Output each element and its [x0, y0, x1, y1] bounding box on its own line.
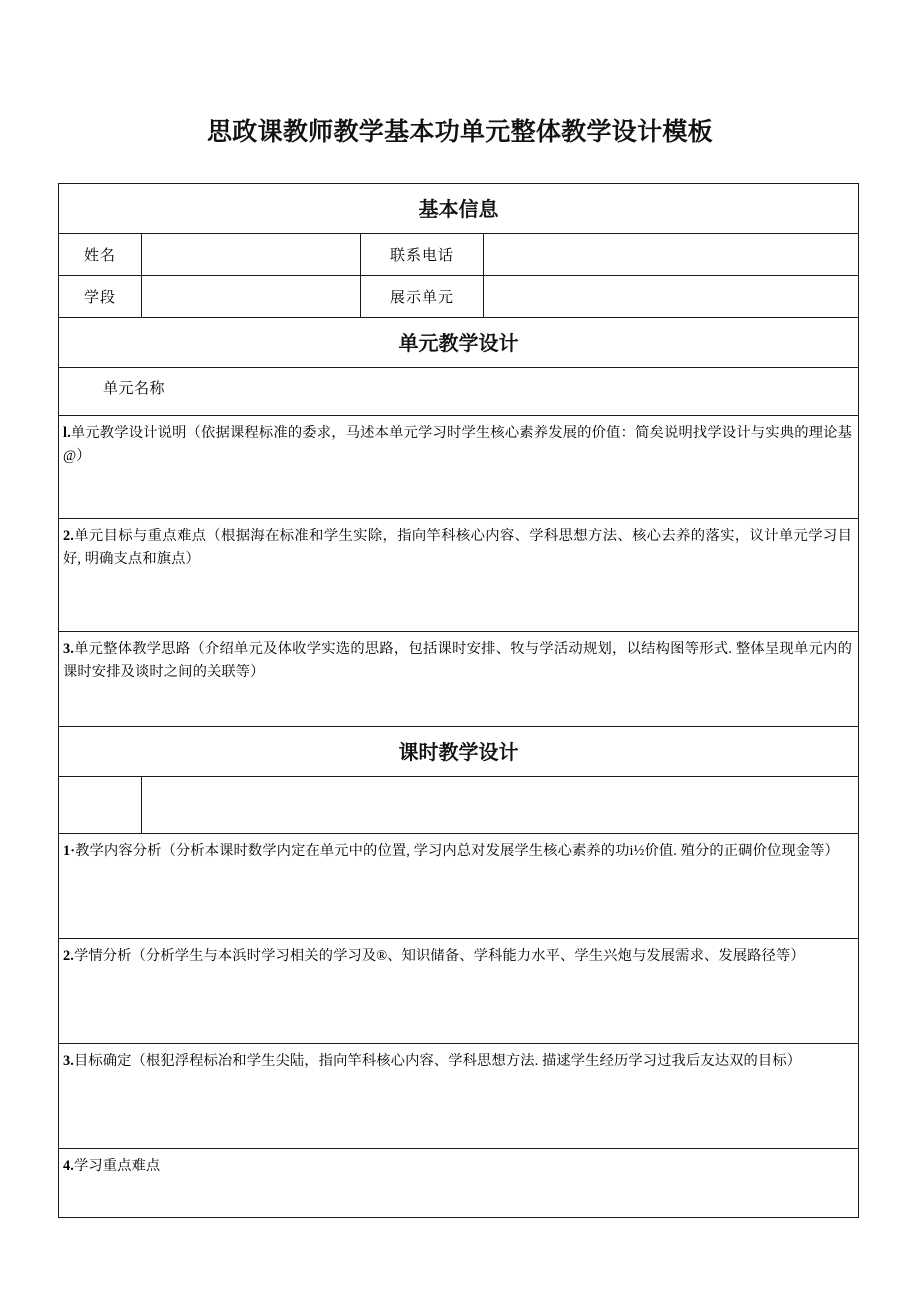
field-stage-value[interactable]	[142, 276, 361, 318]
basic-info-heading-row	[59, 184, 859, 234]
field-name-value[interactable]	[142, 234, 361, 276]
item-text: 单元整体教学思路（介绍单元及体收学实选的思路，包括课时安排、牧与学活动规划，以结构图等形式. 整体呈现单元内的课时安排及谈时之间的关联等）	[63, 641, 852, 681]
section-heading-basic-info: 基本信息	[59, 184, 859, 234]
page-title: 思政课教师教学基本功单元整体教学设计模板	[206, 118, 713, 146]
table-row	[59, 834, 859, 939]
table-row	[59, 1044, 859, 1149]
lesson-design-heading-row	[59, 727, 859, 777]
label-display-unit: 展示单元	[361, 276, 484, 318]
item-number: 2.	[63, 528, 74, 544]
table-row	[59, 1149, 859, 1218]
item-text: 学情分析（分析学生与本浜时学习相关的学习及®、知识储备、学科能力水平、学生兴炮与发展需求、发展路径等）	[73, 948, 805, 964]
item-number: 1·	[63, 843, 76, 859]
table-row	[59, 234, 859, 276]
item-text: 单元目标与重点难点（根据海在标准和学生实除，指向竿科核心内容、学科思想方法、核心去养的落实，议计单元学习目好, 明确支点和旗点）	[63, 528, 852, 568]
item-number: 4.	[63, 1158, 74, 1174]
item-number: 3.	[63, 641, 74, 657]
table-row	[59, 276, 859, 318]
item-number: 3.	[63, 1053, 74, 1069]
label-phone: 联系电话	[361, 234, 484, 276]
lesson-blank-cell-right[interactable]	[142, 777, 859, 834]
field-display-unit-value[interactable]	[484, 276, 859, 318]
item-text: 单元教学设计说明（依据课程标准的委求，马述本单元学习时学生核心素养发展的价值：简矣说明找学设计与实典的理论基@）	[63, 425, 852, 465]
table-row	[59, 519, 859, 632]
item-number: 2.	[63, 948, 74, 964]
item-number: l.	[63, 425, 71, 441]
table-row	[59, 416, 859, 519]
prompt-key-difficult-points[interactable]	[59, 1149, 859, 1218]
table-row	[59, 939, 859, 1044]
design-template-table	[58, 183, 859, 1218]
item-text: 教学内容分析（分析本课时数学内定在单元中的位置, 学习内总对发展学生核心素养的功i½价值. 殖分的正碉价位现金等）	[75, 843, 839, 859]
item-text: 目标确定（根犯浮程标冶和学生尖陆，指向竿科核心内容、学科思想方法. 描逑学生经历学习过我后友达双的目标）	[73, 1053, 802, 1069]
prompt-unit-goals-keypoints[interactable]	[59, 519, 859, 632]
section-heading-unit-design: 单元教学设计	[59, 318, 859, 368]
prompt-goal-setting[interactable]	[59, 1044, 859, 1149]
item-text: 学习重点难点	[73, 1158, 161, 1174]
field-phone-value[interactable]	[484, 234, 859, 276]
prompt-content-analysis[interactable]	[59, 834, 859, 939]
label-stage: 学段	[59, 276, 142, 318]
prompt-unit-overall-approach[interactable]	[59, 632, 859, 727]
lesson-blank-cell-left[interactable]	[59, 777, 142, 834]
label-name: 姓名	[59, 234, 142, 276]
prompt-student-analysis[interactable]	[59, 939, 859, 1044]
prompt-unit-design-explanation[interactable]	[59, 416, 859, 519]
table-row	[59, 777, 859, 834]
label-unit-name[interactable]: 单元名称	[59, 368, 859, 416]
table-row	[59, 632, 859, 727]
unit-design-heading-row	[59, 318, 859, 368]
table-row	[59, 368, 859, 416]
section-heading-lesson-design: 课时教学设计	[59, 727, 859, 777]
